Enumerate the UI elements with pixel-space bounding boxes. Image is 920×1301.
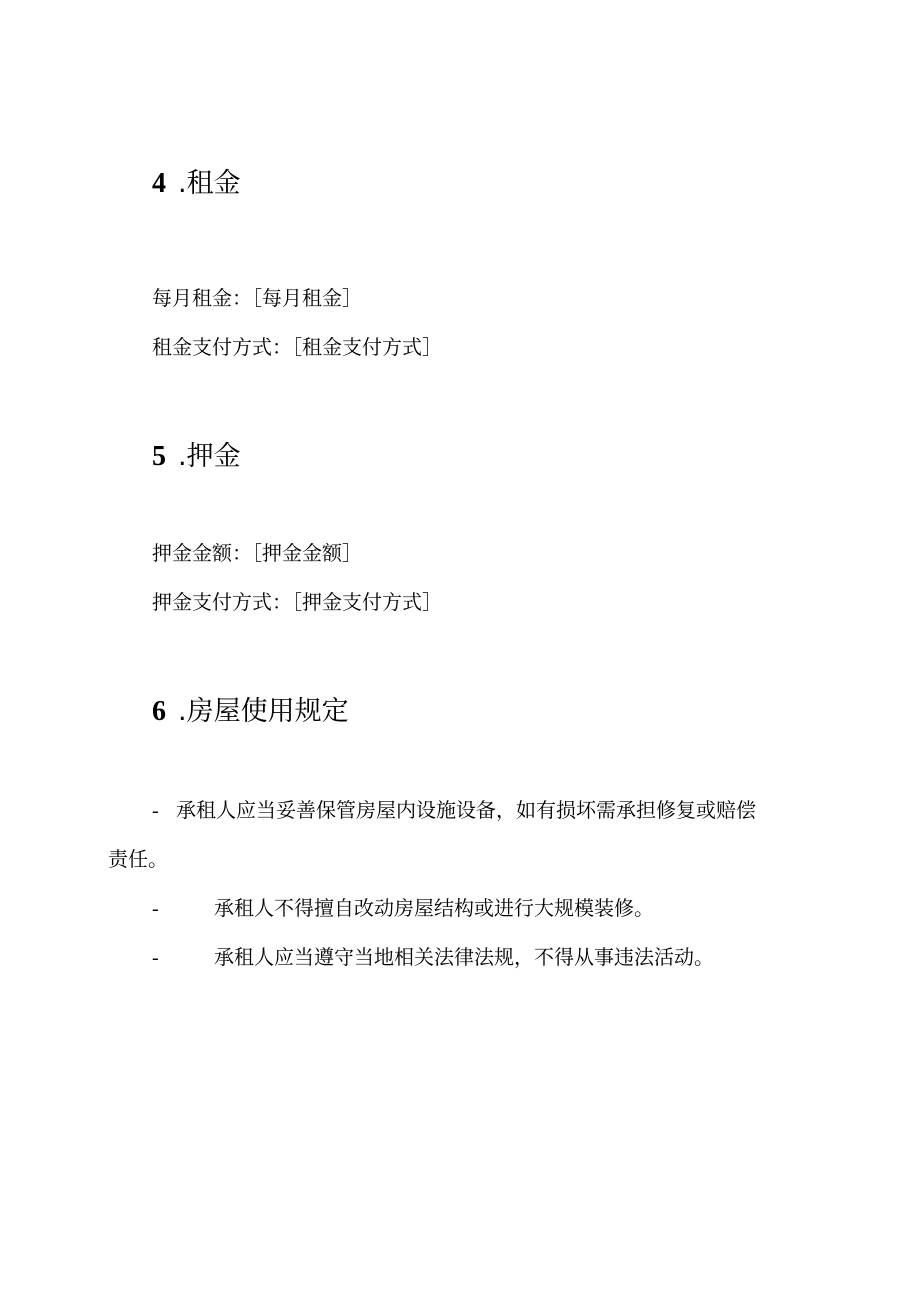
section-4-heading xyxy=(152,167,241,201)
rule-text: 承租人应当妥善保管房屋内设施设备，如有损坏需承担修复或赔偿 xyxy=(176,798,756,822)
rule-item-1 xyxy=(152,796,756,825)
rule-dash: - xyxy=(152,947,159,969)
rule-text: 承租人应当遵守当地相关法律法规，不得从事违法活动。 xyxy=(214,945,714,969)
rule-item-2 xyxy=(152,894,654,923)
section-6-heading xyxy=(152,695,349,729)
section-number: 4 xyxy=(152,168,166,199)
rule-dash: - xyxy=(152,898,159,920)
rule-item-3 xyxy=(152,943,714,972)
section-number: 5 xyxy=(152,441,166,472)
rule-item-1-continuation: 责任。 xyxy=(108,847,168,871)
section-number: 6 xyxy=(152,696,166,727)
section-title: .房屋使用规定 xyxy=(178,696,349,727)
deposit-payment-method-line: 押金支付方式：［押金支付方式］ xyxy=(152,590,442,614)
rule-dash: - xyxy=(152,800,159,822)
section-title: .租金 xyxy=(178,168,241,199)
section-title: .押金 xyxy=(178,441,241,472)
monthly-rent-line: 每月租金：［每月租金］ xyxy=(152,286,362,310)
rule-text: 承租人不得擅自改动房屋结构或进行大规模装修。 xyxy=(214,896,654,920)
section-5-heading xyxy=(152,440,241,474)
deposit-amount-line: 押金金额：［押金金额］ xyxy=(152,541,362,565)
rent-payment-method-line: 租金支付方式：［租金支付方式］ xyxy=(152,335,442,359)
